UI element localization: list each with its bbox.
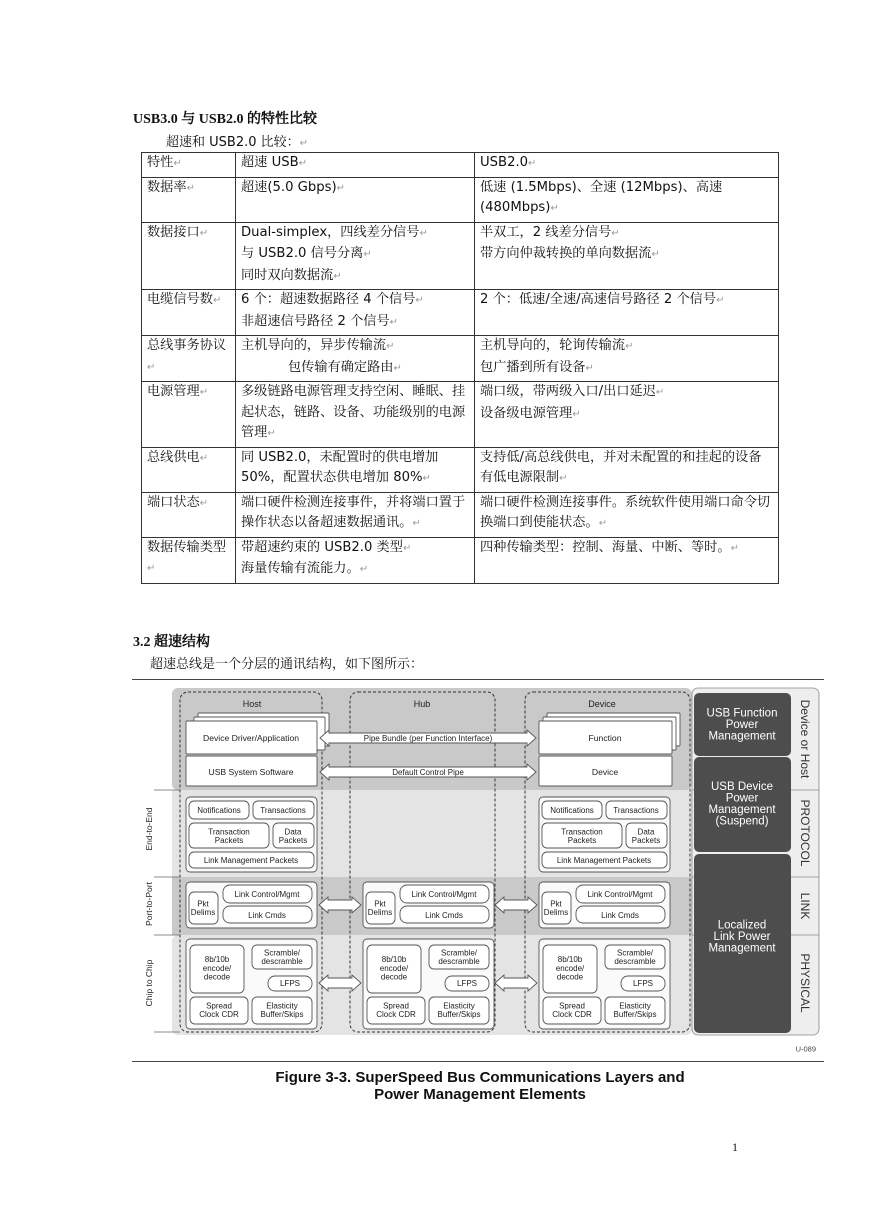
layer-label-physical: PHYSICAL xyxy=(797,953,812,1013)
device-label: Device xyxy=(591,767,619,778)
pipe-bundle-label: Pipe Bundle (per Function Interface) xyxy=(363,733,493,743)
layer-label-link: LINK xyxy=(797,892,812,920)
notifications-label: Notifications xyxy=(550,805,594,815)
table-cell: 四种传输类型：控制、海量、中断、等时。↵ xyxy=(475,537,779,583)
end-to-end-label: End-to-End xyxy=(143,807,154,851)
function-label: Function xyxy=(588,733,622,744)
pkt-delims-label: Pkt Delims xyxy=(543,899,569,918)
table-cell: 端口硬件检测连接事件，并将端口置于操作状态以备超速数据通讯。↵ xyxy=(236,492,475,537)
section-heading: USB3.0 与 USB2.0 的特性比较 xyxy=(133,112,317,127)
superspeed-layers-diagram xyxy=(132,683,824,1058)
table-row xyxy=(142,382,779,448)
link-control-label: Link Control/Mgmt xyxy=(587,889,653,899)
spread-clock-label: Spread Clock CDR xyxy=(376,1001,416,1020)
link-pm-label: Localized Link Power Management xyxy=(708,919,776,955)
table-cell: 同 USB2.0，未配置时的供电增加 50%，配置状态供电增加 80%↵ xyxy=(236,447,475,492)
table-cell: 2 个：低速/全速/高速信号路径 2 个信号↵ xyxy=(475,290,779,336)
table-row xyxy=(142,222,779,290)
usb-system-software-label: USB System Software xyxy=(208,767,294,778)
link-cmds-label: Link Cmds xyxy=(248,910,286,920)
table-cell: 带超速约束的 USB2.0 类型↵ 海量传输有流能力。↵ xyxy=(236,537,475,583)
link-management-packets-label: Link Management Packets xyxy=(203,855,299,865)
pkt-delims-label: Pkt Delims xyxy=(190,899,216,918)
spread-clock-label: Spread Clock CDR xyxy=(199,1001,239,1020)
table-cell: 支持低/高总线供电，并对未配置的和挂起的设备有低电源限制↵ xyxy=(475,447,779,492)
table-header-row xyxy=(142,153,779,178)
layer-label-device-host: Device or Host xyxy=(797,699,812,779)
table-cell: 数据率↵ xyxy=(142,177,236,222)
link-cmds-label: Link Cmds xyxy=(601,910,639,920)
notifications-label: Notifications xyxy=(197,805,241,815)
table-cell: 端口状态↵ xyxy=(142,492,236,537)
elasticity-buffer-label: Elasticity Buffer/Skips xyxy=(613,1001,657,1020)
table-cell: 端口级，带两级入口/出口延迟↵ 设备级电源管理↵ xyxy=(475,382,779,448)
default-pipe-label: Default Control Pipe xyxy=(392,767,464,777)
comparison-table xyxy=(141,152,779,584)
table-cell: 主机导向的，异步传输流↵ 包传输有确定路由↵ xyxy=(236,336,475,382)
spread-clock-label: Spread Clock CDR xyxy=(552,1001,592,1020)
link-control-label: Link Control/Mgmt xyxy=(234,889,300,899)
table-row xyxy=(142,492,779,537)
encode-label: 8b/10b encode/ decode xyxy=(379,955,409,982)
scramble-label: Scramble/ descramble xyxy=(438,948,480,967)
table-row xyxy=(142,447,779,492)
table-cell: 电缆信号数↵ xyxy=(142,290,236,336)
link-cmds-label: Link Cmds xyxy=(425,910,463,920)
section-heading-2: 3.2 超速结构 xyxy=(133,635,210,650)
port-to-port-label: Port-to-Port xyxy=(143,882,154,926)
elasticity-buffer-label: Elasticity Buffer/Skips xyxy=(260,1001,304,1020)
figure-bottom-rule xyxy=(132,1061,824,1062)
table-cell: 多级链路电源管理支持空闲、睡眠、挂起状态，链路、设备、功能级别的电源管理↵ xyxy=(236,382,475,448)
table-cell: 低速 (1.5Mbps)、全速 (12Mbps)、高速 (480Mbps)↵ xyxy=(475,177,779,222)
intro-text: 超速和 USB2.0 比较：↵ xyxy=(166,135,309,150)
link-management-packets-label: Link Management Packets xyxy=(556,855,652,865)
link-control-label: Link Control/Mgmt xyxy=(411,889,477,899)
layer-label-protocol: PROTOCOL xyxy=(797,799,812,867)
table-cell: 总线供电↵ xyxy=(142,447,236,492)
table-row xyxy=(142,336,779,382)
transaction-packets-label: Transaction Packets xyxy=(208,827,250,846)
table-cell: 端口硬件检测连接事件。系统软件使用端口命令切换端口到使能状态。↵ xyxy=(475,492,779,537)
elasticity-buffer-label: Elasticity Buffer/Skips xyxy=(437,1001,481,1020)
column-title-device: Device xyxy=(588,699,616,710)
transactions-label: Transactions xyxy=(260,805,306,815)
table-cell: 总线事务协议↵ xyxy=(142,336,236,382)
table-cell: Dual-simplex，四线差分信号↵ 与 USB2.0 信号分离↵ 同时双向数据流↵ xyxy=(236,222,475,290)
driver-label: Device Driver/Application xyxy=(203,733,299,744)
transaction-packets-label: Transaction Packets xyxy=(561,827,603,846)
encode-label: 8b/10b encode/ decode xyxy=(202,955,232,982)
lfps-label: LFPS xyxy=(456,978,478,988)
usb-function-pm-label: USB Function Power Management xyxy=(706,707,778,743)
data-packets-label: Data Packets xyxy=(631,827,661,846)
scramble-label: Scramble/ descramble xyxy=(614,948,656,967)
table-header-cell: 特性↵ xyxy=(142,153,236,178)
table-cell: 超速(5.0 Gbps)↵ xyxy=(236,177,475,222)
figure-code: U-089 xyxy=(795,1044,816,1054)
table-header-cell: 超速 USB↵ xyxy=(236,153,475,178)
table-cell: 主机导向的，轮询传输流↵ 包广播到所有设备↵ xyxy=(475,336,779,382)
table-row xyxy=(142,290,779,336)
scramble-label: Scramble/ descramble xyxy=(261,948,303,967)
figure-caption: Figure 3-3. SuperSpeed Bus Communications Layers and Power Management Elements xyxy=(275,1069,685,1103)
lfps-label: LFPS xyxy=(279,978,301,988)
column-title-hub: Hub xyxy=(413,699,431,710)
table-row xyxy=(142,177,779,222)
table-row xyxy=(142,537,779,583)
data-packets-label: Data Packets xyxy=(278,827,308,846)
table-cell: 6 个：超速数据路径 4 个信号↵ 非超速信号路径 2 个信号↵ xyxy=(236,290,475,336)
usb-device-pm-label: USB Device Power Management (Suspend) xyxy=(708,780,776,828)
pkt-delims-label: Pkt Delims xyxy=(367,899,393,918)
table-header-cell: USB2.0↵ xyxy=(475,153,779,178)
intro-text-2: 超速总线是一个分层的通讯结构，如下图所示： xyxy=(150,656,424,671)
column-title-host: Host xyxy=(242,699,262,710)
table-cell: 数据接口↵ xyxy=(142,222,236,290)
transactions-label: Transactions xyxy=(613,805,659,815)
table-cell: 数据传输类型↵ xyxy=(142,537,236,583)
page-number: 1 xyxy=(732,1140,738,1154)
table-cell: 半双工，2 线差分信号↵ 带方向仲裁转换的单向数据流↵ xyxy=(475,222,779,290)
lfps-label: LFPS xyxy=(632,978,654,988)
encode-label: 8b/10b encode/ decode xyxy=(555,955,585,982)
table-cell: 电源管理↵ xyxy=(142,382,236,448)
figure-top-rule xyxy=(132,679,824,680)
chip-to-chip-label: Chip to Chip xyxy=(143,959,154,1007)
